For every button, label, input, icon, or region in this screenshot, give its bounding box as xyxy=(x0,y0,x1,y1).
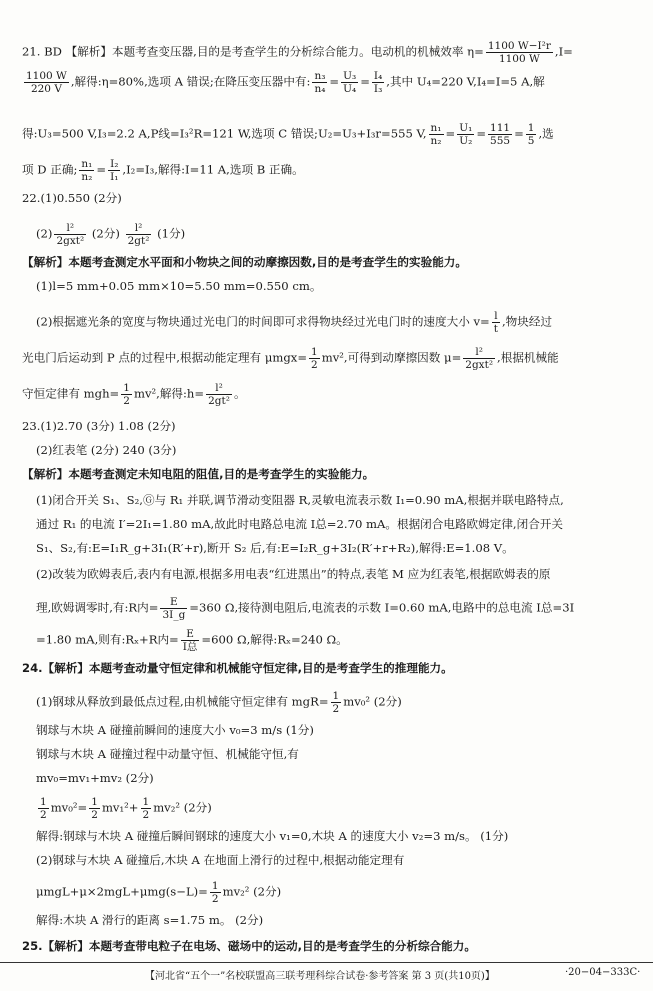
q24-para-1: (1)钢球从释放到最低点过程,由机械能守恒定律有 mgR= $\frac{1}{2}$ mv₀² (2分) xyxy=(36,690,402,715)
fraction: $\frac{1}{2}$ xyxy=(40,796,47,821)
q23-analysis-heading: 【解析】本题考查测定未知电阻的阻值,目的是考查学生的实验能力。 xyxy=(22,467,375,481)
fraction: $\frac{1}{2}$ xyxy=(332,690,340,715)
fraction: $\frac{\text{l²}}{\text{2gt²}}$ xyxy=(208,382,230,407)
fraction: $\frac{1}{2}$ xyxy=(91,796,98,821)
footer-code: ·20−04−333C· xyxy=(565,967,641,978)
q24-para-8: μmgL+μ×2mgL+μmg(s−L)= $\frac{1}{2}$ mv₂² (2分) xyxy=(36,880,282,905)
fraction: $\frac{\text{n₃}}{\text{n₄}}$ xyxy=(314,70,326,95)
fraction: $\frac{1}{5}$ xyxy=(527,122,535,147)
fraction: $\frac{l}{t}$ xyxy=(493,310,498,335)
fraction: $\frac{\text{l²}}{\text{2gt²}}$ xyxy=(127,222,150,247)
q23-answer-2: (2)红表笔 (2分) 240 (3分) xyxy=(36,443,177,457)
fraction: $\frac{\text{l²}}{\text{2gxt²}}$ xyxy=(465,346,494,371)
fraction: $\frac{\text{n₁}}{\text{n₂}}$ xyxy=(430,122,442,147)
fraction: $\frac{1100 W}{220 V}$ xyxy=(26,70,67,95)
q24-analysis-heading: 24.【解析】本题考查动量守恒定律和机械能守恒定律,目的是考查学生的推理能力。 xyxy=(22,661,453,675)
fraction: $\frac{\text{U₁}}{\text{U₂}}$ xyxy=(459,122,473,147)
footer-title: 【河北省“五个一”名校联盟高三联考理科综合试卷·参考答案 第 3 页(共10页)】 xyxy=(145,971,495,982)
fraction: $\frac{1}{2}$ xyxy=(211,880,219,905)
q25-analysis-heading: 25.【解析】本题考查带电粒子在电场、磁场中的运动,目的是考查学生的分析综合能力。 xyxy=(22,939,476,953)
q23-para-3: S₁、S₂,有:E=I₁R_g+3I₁(R′+r),断开 S₂ 后,有:E=I₂R_g+3I₂(R′+r+R₂),解得:E=1.08 V。 xyxy=(36,541,514,555)
q24-para-9: 解得:木块 A 滑行的距离 s=1.75 m。 (2分) xyxy=(36,913,264,927)
q23-para-4: (2)改装为欧姆表后,表内有电源,根据多用电表“红进黑出”的特点,表笔 M 应为红表笔,根据欧姆表的原 xyxy=(36,567,551,581)
q23-para-5: 理,欧姆调零时,有:R内= $\frac{E}{3I\_g}$ =360 Ω,接待测电阻后,电流表的示数 I=0.60 mA,电路中的总电流 I总=3I xyxy=(36,596,575,621)
fraction: $\frac{1}{2}$ xyxy=(311,346,318,371)
q22-para-2: (2)根据遮光条的宽度与物块通过光电门的时间即可求得物块经过光电门时的速度大小 v= $\frac{l}{t}$ ,物块经过 xyxy=(36,310,553,335)
fraction: $\frac{\text{n₁}}{\text{n₂}}$ xyxy=(81,158,93,183)
q24-para-6: 解得:钢球与木块 A 碰撞后瞬间钢球的速度大小 v₁=0,木块 A 的速度大小 v₂=3 m/s。 (1分) xyxy=(36,829,509,843)
fraction: $\frac{E}{3I\_g}$ xyxy=(162,596,186,621)
q24-para-3: 钢球与木块 A 碰撞过程中动量守恒、机械能守恒,有 xyxy=(36,747,299,761)
q24-para-2: 钢球与木块 A 碰撞前瞬间的速度大小 v₀=3 m/s (1分) xyxy=(36,723,314,737)
q21-line-3: 得:U₃=500 V,I₃=2.2 A,P线=I₃²R=121 W,选项 C 错误;U₂=U₃+I₃r=555 V, $\frac{\text{n₁}}{\text{n₂}}$ = $\frac{\text{U₁}}{\text{U₂}}$ = $\frac{111}{555}$ = $\frac{1}{5}$ ,选 xyxy=(22,122,554,147)
q24-para-5: $\frac{1}{2}$ mv₀²= $\frac{1}{2}$ mv₁²+ $\frac{1}{2}$ mv₂² (2分) xyxy=(40,796,212,821)
fraction: $\frac{\text{1100 W−I²r}}{1100 W}$ xyxy=(487,40,551,65)
q22-answer-1: 22.(1)0.550 (2分) xyxy=(22,191,122,205)
fraction: $\frac{111}{555}$ xyxy=(490,122,511,147)
q22-analysis-heading: 【解析】本题考查测定水平面和小物块之间的动摩擦因数,目的是考查学生的实验能力。 xyxy=(22,255,467,269)
q21-line-1: 21. BD 【解析】本题考查变压器,目的是考查学生的分析综合能力。电动机的机械效率 η= $\frac{\text{1100 W−I²r}}{1100 W}$ ,I= xyxy=(22,40,573,65)
q22-para-3: 光电门后运动到 P 点的过程中,根据动能定理有 μmgx= $\frac{1}{2}$ mv²,可得到动摩擦因数 μ= $\frac{\text{l²}}{\text{2gxt²}}$ ,根据机械能 xyxy=(22,346,559,371)
fraction: $\frac{\text{l²}}{\text{2gxt²}}$ xyxy=(56,222,85,247)
q23-para-1: (1)闭合开关 S₁、S₂,Ⓖ与 R₁ 并联,调节滑动变阻器 R,灵敏电流表示数 I₁=0.90 mA,根据并联电路特点, xyxy=(36,493,564,507)
fraction: $\frac{E}{\text{I总}}$ xyxy=(182,628,198,653)
q24-para-4: mv₀=mv₁+mv₂ (2分) xyxy=(36,771,154,785)
fraction: $\frac{\text{I₄}}{\text{I₃}}$ xyxy=(373,70,383,95)
fraction: $\frac{\text{U₃}}{\text{U₄}}$ xyxy=(343,70,357,95)
fraction: $\frac{1}{2}$ xyxy=(142,796,150,821)
q22-para-4: 守恒定律有 mgh= $\frac{1}{2}$ mv²,解得:h= $\frac{\text{l²}}{\text{2gt²}}$ 。 xyxy=(22,382,246,407)
fraction: $\frac{\text{I₂}}{\text{I₁}}$ xyxy=(110,158,119,183)
page-footer xyxy=(0,962,653,982)
q23-answer-1: 23.(1)2.70 (3分) 1.08 (2分) xyxy=(22,419,176,433)
q23-para-2: 通过 R₁ 的电流 I′=2I₁=1.80 mA,故此时电路总电流 I总=2.70 mA。根据闭合电路欧姆定律,闭合开关 xyxy=(36,517,563,531)
q23-para-6: =1.80 mA,则有:Rₓ+R内= $\frac{E}{\text{I总}}$ =600 Ω,解得:Rₓ=240 Ω。 xyxy=(36,628,348,653)
q22-para-1: (1)l=5 mm+0.05 mm×10=5.50 mm=0.550 cm。 xyxy=(36,279,322,293)
q24-para-7: (2)钢球与木块 A 碰撞后,木块 A 在地面上滑行的过程中,根据动能定理有 xyxy=(36,853,405,867)
q21-line-2: $\frac{1100 W}{220 V}$ ,解得:η=80%,选项 A 错误;在降压变压器中有: $\frac{\text{n₃}}{\text{n₄}}$ = $\frac{\text{U₃}}{\text{U₄}}$ = $\frac{\text{I₄}}{\text{I₃}}$ ,其中 U₄=220 V,I₄=I=5 A,解 xyxy=(26,70,545,95)
q22-answer-2: (2) $\frac{\text{l²}}{\text{2gxt²}}$ (2分) $\frac{\text{l²}}{\text{2gt²}}$ (1分) xyxy=(36,222,186,247)
fraction: $\frac{1}{2}$ xyxy=(123,382,130,407)
q21-line-4: 项 D 正确; $\frac{\text{n₁}}{\text{n₂}}$ = $\frac{\text{I₂}}{\text{I₁}}$ ,I₂=I₃,解得:I=11 A,选项 B 正确。 xyxy=(22,158,304,183)
